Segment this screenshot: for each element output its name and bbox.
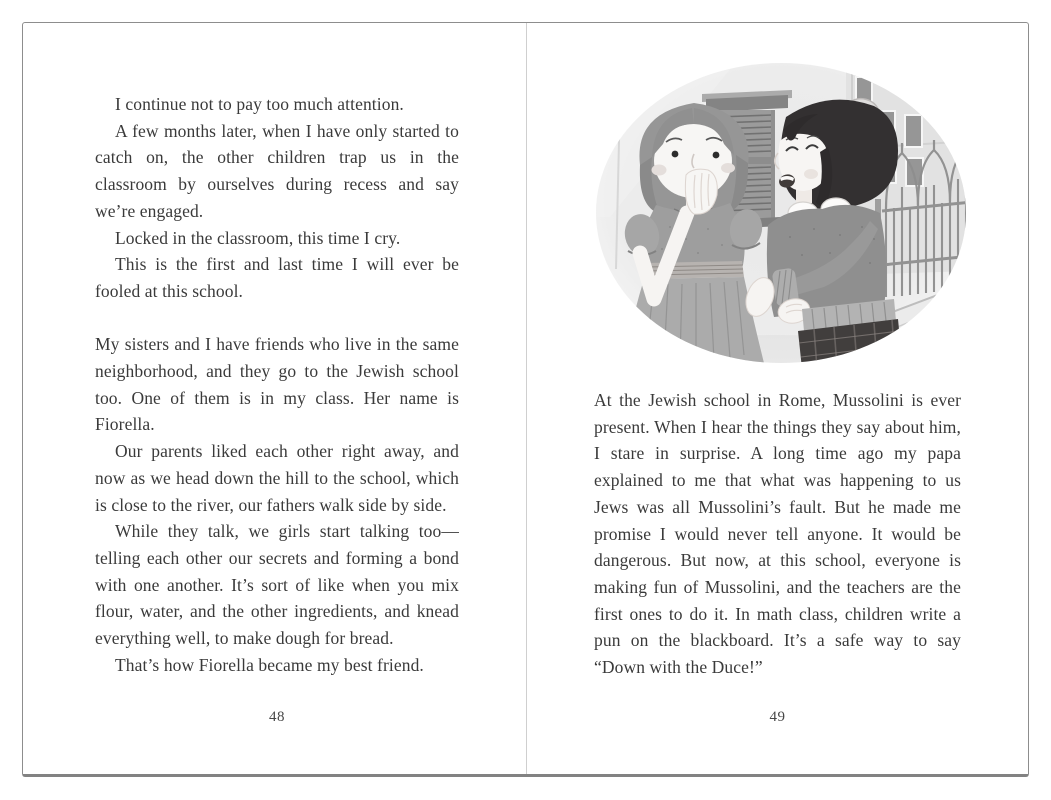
paragraph: That’s how Fiorella became my best friend. bbox=[115, 654, 424, 675]
left-page-number: 48 bbox=[269, 709, 285, 725]
page-divider bbox=[526, 23, 527, 774]
left-page-text bbox=[95, 91, 459, 678]
right-page-text bbox=[594, 387, 961, 681]
paragraph: I continue not to pay too much attention. bbox=[115, 94, 404, 114]
paragraph: While they talk, we girls start talking too—telling each other our secrets and forming a bond with one another. It’s sort of like when you mix flour, water, and the other ingredients, and knead everything well, to make dough for bread. bbox=[95, 521, 459, 649]
paragraph: Locked in the classroom, this time I cry. bbox=[115, 227, 401, 248]
illustration-two-girls bbox=[590, 57, 972, 369]
paragraph: Our parents liked each other right away, and now as we head down the hill to the school, which is close to the river, our fathers walk side by side. bbox=[95, 441, 459, 515]
page-frame bbox=[22, 22, 1029, 777]
illustration-svg bbox=[590, 57, 972, 369]
paragraph: This is the first and last time I will ever be fooled at this school. bbox=[95, 254, 459, 301]
paragraph: My sisters and I have friends who live in the same neighborhood, and they go to the Jewish school too. One of them is in my class. Her name is Fiorella. bbox=[95, 334, 459, 435]
right-page-number: 49 bbox=[769, 709, 786, 725]
paragraph: At the Jewish school in Rome, Mussolini is ever present. When I hear the things they say about him, I stare in surprise. A long time ago my papa explained to me that what was happening to us Jews was all Mussolini’s fault. But he made me promise I would never tell anyone. It would be dangerous. But now, at this school, everyone is making fun of Mussolini, and the teachers are the first ones to do it. In math class, children write a pun on the blackboard. It’s a safe way to say “Down with the Duce!” bbox=[594, 390, 961, 678]
paragraph: A few months later, when I have only started to catch on, the other children trap us in the classroom by ourselves during recess and say we’re engaged. bbox=[95, 120, 459, 221]
girl-left bbox=[621, 103, 765, 365]
